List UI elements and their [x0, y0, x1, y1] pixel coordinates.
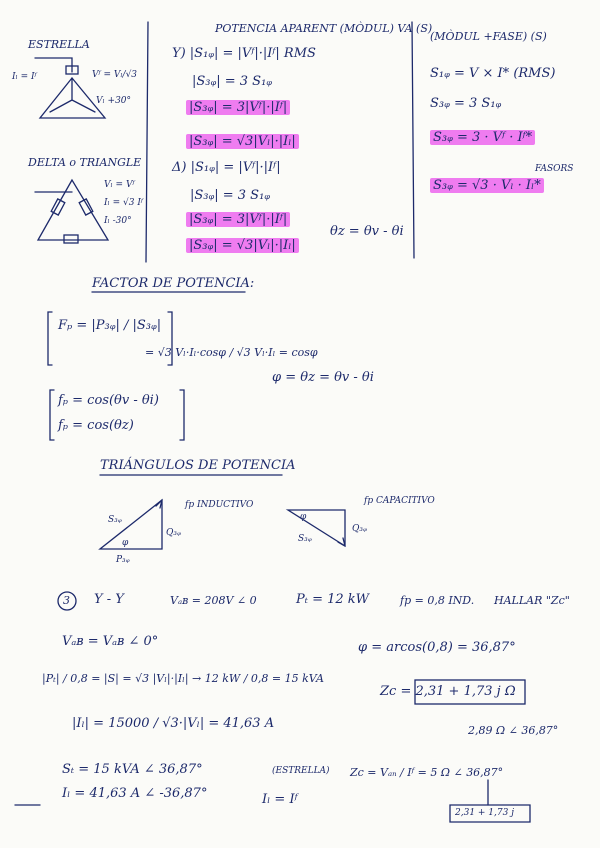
- delta-title: DELTA o TRIANGLE: [28, 156, 142, 169]
- sol-phi: φ = arcos(0,8) = 36,87°: [358, 640, 516, 655]
- cap-q3: Q₃ᵩ: [352, 524, 367, 534]
- triangulos-header: TRIÁNGULOS DE POTENCIA: [100, 458, 296, 473]
- mf-s3-line-phasor: S₃ᵩ = √3 · Vₗ · Iₗ*: [430, 178, 544, 193]
- y-s3-line: |S₃ᵩ| = 3 S₁ᵩ: [192, 74, 273, 89]
- sol-zc-calc: Zc = Vₐₙ / Iᶠ = 5 Ω ∠ 36,87°: [350, 766, 504, 779]
- separator-right-line: [412, 22, 414, 258]
- theta-relation: θz = θv - θi: [330, 224, 404, 239]
- factor-header: FACTOR DE POTENCIA:: [92, 276, 255, 291]
- y-s3-line-values: |S₃ᵩ| = √3|Vₗ|·|Iₗ|: [186, 134, 299, 149]
- d-s3-line: |S₃ᵩ| = 3 S₁ᵩ: [190, 188, 271, 203]
- capacitive-triangle: [288, 510, 345, 546]
- sol-il: |Iₗ| = 15000 / √3·|Vₗ| = 41,63 A: [72, 716, 275, 731]
- sol-st: Sₜ = 15 kVA ∠ 36,87°: [62, 762, 203, 777]
- fp-cos-diff: fₚ = cos(θv - θi): [58, 393, 159, 408]
- ind-phi: φ: [122, 538, 129, 548]
- d-s1-line: Δ) |S₁ᵩ| = |Vᶠ|·|Iᶠ|: [172, 160, 281, 175]
- problem-number: 3: [63, 594, 70, 607]
- star-circuit-sketch: [35, 58, 105, 118]
- problem-connection: Y - Y: [94, 592, 124, 607]
- fp-definition: Fₚ = |P₃ᵩ| / |S₃ᵩ|: [58, 318, 162, 333]
- mf-s1: S₁ᵩ = V × I* (RMS): [430, 66, 556, 81]
- modul-fase-header: (MÒDUL +FASE) (S): [430, 30, 547, 43]
- sol-s-magnitude: |Pₜ| / 0,8 = |S| = √3 |Vₗ|·|Iₗ| → 12 kW / 0,8 = 15 kVA: [42, 672, 324, 685]
- d-s3-expanded: |S₃ᵩ| = 3|Vᶠ|·|Iᶠ|: [186, 212, 290, 227]
- delta-current: Iₗ = √3 Iᶠ: [104, 198, 143, 208]
- sol-zc-polar: 2,89 Ω ∠ 36,87°: [468, 724, 559, 737]
- problem-pt: Pₜ = 12 kW: [296, 592, 370, 607]
- estrella-title: ESTRELLA: [28, 38, 90, 51]
- delta-angle: Iₗ -30°: [104, 216, 132, 226]
- fp-cos-z: fₚ = cos(θz): [58, 418, 134, 433]
- problem-ask: HALLAR "Zc": [494, 594, 570, 607]
- ind-q3: Q₃ᵩ: [166, 528, 181, 538]
- ind-p3: P₃ᵩ: [116, 555, 130, 565]
- sol-il-polar: Iₗ = 41,63 A ∠ -36,87°: [62, 786, 208, 801]
- cap-s3: S₃ᵩ: [298, 534, 312, 544]
- fasors-label: FASORS: [535, 164, 574, 174]
- phi-relation: φ = θz = θv - θi: [272, 370, 374, 385]
- cap-phi: φ: [300, 512, 307, 522]
- estrella-voltage: Vᶠ = Vₗ/√3: [92, 70, 138, 80]
- sol-il-if: Iₗ = Iᶠ: [262, 792, 298, 807]
- estrella-angle: Vₗ +30°: [96, 96, 132, 106]
- sol-estrella-note: (ESTRELLA): [272, 766, 330, 776]
- potencia-aparent-header: POTENCIA APARENT (MÒDUL) VA (S): [215, 22, 433, 35]
- mf-s3: S₃ᵩ = 3 S₁ᵩ: [430, 96, 502, 111]
- fp-expansion: = √3 Vₗ·Iₗ·cosφ / √3 Vₗ·Iₗ = cosφ: [145, 346, 318, 359]
- capacitive-label: fp CAPACITIVO: [364, 496, 435, 506]
- sol-zc-rect: Zc = 2,31 + 1,73 j Ω: [380, 684, 516, 699]
- separator-left-line: [146, 22, 148, 262]
- d-s3-line-values: |S₃ᵩ| = √3|Vₗ|·|Iₗ|: [186, 238, 299, 253]
- sol-vab: Vₐʙ = Vₐʙ ∠ 0°: [62, 634, 159, 649]
- y-s3-expanded: |S₃ᵩ| = 3|Vᶠ|·|Iᶠ|: [186, 100, 290, 115]
- mf-s3-phasor: S₃ᵩ = 3 · Vᶠ · Iᶠ*: [430, 130, 535, 145]
- delta-voltage: Vₗ = Vᶠ: [104, 180, 135, 190]
- y-s1-line: Y) |S₁ᵩ| = |Vᶠ|·|Iᶠ| RMS: [172, 46, 316, 61]
- ind-s3: S₃ᵩ: [108, 515, 122, 525]
- problem-fp: fp = 0,8 IND.: [400, 594, 475, 607]
- inductive-label: fp INDUCTIVO: [185, 500, 254, 510]
- estrella-current: Iₗ = Iᶠ: [12, 72, 37, 82]
- sol-zc-box: 2,31 + 1,73 j: [455, 808, 514, 818]
- delta-circuit-sketch: [35, 180, 108, 243]
- problem-vab: Vₐʙ = 208V ∠ 0: [170, 594, 257, 607]
